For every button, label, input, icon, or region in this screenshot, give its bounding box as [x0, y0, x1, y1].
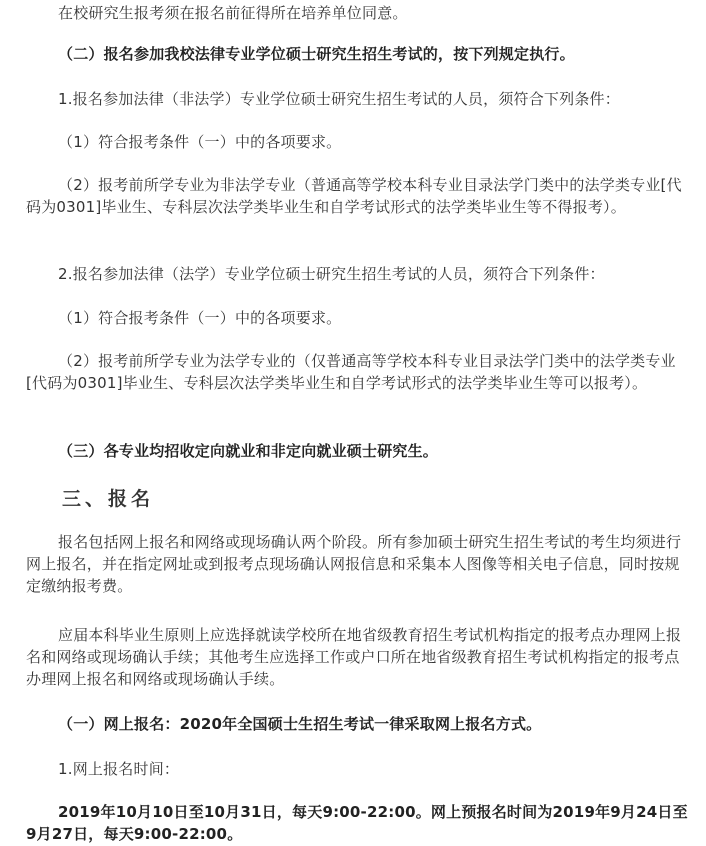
paragraph-non-law-req-1: （1）符合报考条件（一）中的各项要求。 — [58, 133, 342, 151]
paragraph-non-law-conditions: 1.报名参加法律（非法学）专业学位硕士研究生招生考试的人员，须符合下列条件： — [58, 90, 620, 108]
section-heading-employment: （三）各专业均招收定向就业和非定向就业硕士研究生。 — [58, 442, 439, 460]
paragraph-graduate-consent: 在校研究生报考须在报名前征得所在培养单位同意。 — [58, 4, 408, 22]
paragraph-registration-location: 应届本科毕业生原则上应选择就读学校所在地省级教育招生考试机构指定的报考点办理网上报名和网络或现场确认手续；其他考生应选择工作或户口所在地省级教育招生考试机构指定的报考点办理网上报名和网络或现场确认手续。 — [26, 626, 682, 688]
paragraph-law-req-2: （2）报考前所学专业为法学专业的（仅普通高等学校本科专业目录法学门类中的法学类专业[代码为0301]毕业生、专科层次法学类毕业生和自学考试形式的法学类毕业生等可以报考）。 — [26, 352, 676, 392]
paragraph-registration-dates: 2019年10月10日至10月31日，每天9:00-22:00。网上预报名时间为2019年9月24日至9月27日，每天9:00-22:00。 — [26, 803, 688, 843]
section-heading-online-registration: （一）网上报名：2020年全国硕士生招生考试一律采取网上报名方式。 — [58, 715, 542, 733]
paragraph-registration-stages: 报名包括网上报名和网络或现场确认两个阶段。所有参加硕士研究生招生考试的考生均须进行网上报名，并在指定网址或到报考点现场确认网报信息和采集本人图像等相关电子信息，同时按规定缴纳报考费。 — [26, 533, 682, 595]
section-title-registration: 三、报名 — [62, 488, 155, 510]
section-heading-law-degree: （二）报名参加我校法律专业学位硕士研究生招生考试的，按下列规定执行。 — [58, 45, 575, 63]
paragraph-non-law-req-2: （2）报考前所学专业为非法学专业（普通高等学校本科专业目录法学门类中的法学类专业[代码为0301]毕业生、专科层次法学类毕业生和自学考试形式的法学类毕业生等不得报考）。 — [26, 176, 682, 216]
paragraph-law-req-1: （1）符合报考条件（一）中的各项要求。 — [58, 309, 342, 327]
paragraph-law-conditions: 2.报名参加法律（法学）专业学位硕士研究生招生考试的人员，须符合下列条件： — [58, 265, 605, 283]
paragraph-online-registration-time: 1.网上报名时间： — [58, 760, 180, 778]
